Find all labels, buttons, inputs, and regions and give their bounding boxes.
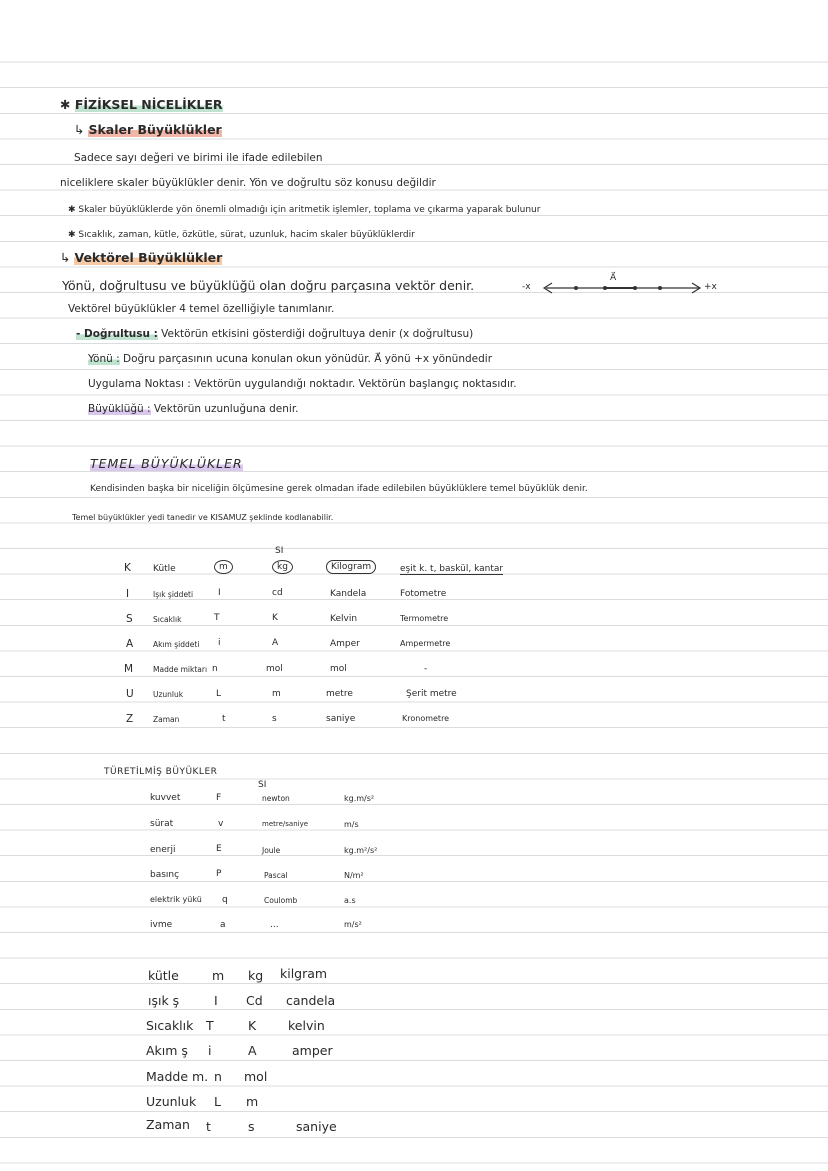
base-letter: Z — [126, 713, 134, 725]
vector-prop-direction — [76, 329, 473, 340]
practice-name: Zaman — [146, 1117, 190, 1132]
practice-symbol: T — [206, 1018, 214, 1033]
vector-a-label: A⃗ — [610, 273, 617, 283]
practice-unit: s — [248, 1119, 255, 1134]
derived-name: kuvvet — [150, 793, 181, 803]
scalar-heading — [74, 124, 222, 137]
base-symbol: i — [218, 638, 221, 648]
derived-unit: ... — [270, 920, 279, 930]
base-device: eşit k. t, baskül, kantar — [400, 564, 504, 574]
base-device: Fotometre — [400, 589, 447, 599]
vector-axis-diagram — [510, 274, 730, 298]
base-letter: A — [126, 638, 134, 650]
base-unit: A — [272, 638, 279, 648]
practice-unit-name: candela — [286, 993, 336, 1008]
base-unit: K — [272, 613, 278, 623]
practice-unit-name: saniye — [296, 1119, 337, 1134]
vector-prop-application-point — [88, 379, 517, 390]
practice-name: Akım ş — [146, 1043, 188, 1058]
base-unit: m — [272, 689, 281, 699]
base-unit-name: Amper — [330, 639, 360, 649]
vector-props-intro: Vektörel büyüklükler 4 temel özelliğiyle tanımlanır. — [68, 303, 335, 315]
base-device: Ampermetre — [400, 639, 451, 648]
derived-symbol: v — [218, 819, 224, 829]
derived-symbol: q — [222, 895, 228, 905]
derived-formula: a.s — [344, 896, 356, 905]
arrow-icon: ↳ — [74, 122, 85, 137]
main-title-text: FİZİKSEL NİCELİKLER — [74, 97, 223, 112]
base-unit: cd — [272, 588, 283, 598]
practice-unit-name: kelvin — [288, 1018, 325, 1033]
practice-name: Uzunluk — [146, 1094, 197, 1109]
base-name: Madde miktarı — [153, 665, 208, 674]
prop-desc: Vektörün uygulandığı noktadır. Vektörün başlangıç noktasıdır. — [194, 378, 517, 390]
base-unit: kg — [272, 560, 293, 574]
base-letter: U — [126, 688, 134, 700]
derived-formula: m/s — [344, 820, 359, 829]
derived-unit: newton — [262, 794, 290, 803]
derived-unit: Coulomb — [264, 896, 298, 905]
practice-unit: Cd — [246, 993, 263, 1008]
derived-si-header: SI — [258, 780, 267, 790]
practice-symbol: L — [214, 1094, 221, 1109]
base-si-header: SI — [275, 546, 284, 556]
base-letter: K — [124, 562, 131, 574]
derived-unit: Joule — [262, 846, 281, 855]
practice-unit: m — [246, 1094, 259, 1109]
base-name: Akım şiddeti — [153, 640, 200, 649]
derived-unit: metre/saniye — [262, 820, 309, 828]
derived-formula: m/s² — [344, 920, 362, 929]
base-unit-name: Kilogram — [326, 560, 376, 574]
base-letter: M — [124, 663, 134, 675]
prop-name: Büyüklüğü : — [88, 403, 151, 415]
prop-name: Uygulama Noktası : — [88, 378, 191, 390]
vector-definition: Yönü, doğrultusu ve büyüklüğü olan doğru parçasına vektör denir. — [62, 278, 475, 293]
practice-unit: mol — [244, 1069, 268, 1084]
base-line-2: Temel büyüklükler yedi tanedir ve KISAMUZ şeklinde kodlanabilir. — [72, 513, 334, 522]
base-device: Kronometre — [402, 714, 450, 723]
vector-heading — [60, 252, 222, 265]
vector-prop-magnitude — [88, 404, 299, 415]
base-device: Termometre — [400, 614, 449, 623]
practice-name: kütle — [148, 968, 179, 983]
scalar-line-4: ✱ Sıcaklık, zaman, kütle, özkütle, sürat, uzunluk, hacim skaler büyüklüklerdir — [68, 230, 415, 240]
practice-unit: K — [248, 1018, 257, 1033]
derived-name: ivme — [150, 920, 173, 930]
base-heading: TEMEL BÜYÜKLÜKLER — [90, 456, 243, 471]
base-letter: S — [126, 613, 133, 625]
practice-name: Madde m. — [146, 1069, 209, 1084]
base-device: Şerit metre — [406, 689, 457, 699]
practice-name: Sıcaklık — [146, 1018, 194, 1033]
prop-name: Yönü : — [88, 353, 120, 365]
practice-symbol: i — [208, 1043, 212, 1058]
prop-desc: Vektörün etkisini gösterdiği doğrultuya denir (x doğrultusu) — [161, 328, 474, 340]
derived-name: basınç — [150, 870, 180, 880]
base-letter: I — [126, 588, 130, 600]
scalar-line-1: Sadece sayı değeri ve birimi ile ifade edilebilen — [74, 152, 323, 164]
base-name: Uzunluk — [153, 690, 184, 699]
practice-unit: kg — [248, 968, 264, 983]
base-line-1: Kendisinden başka bir niceliğin ölçümesine gerek olmadan ifade edilebilen büyüklüklere temel büyüklük denir. — [90, 484, 588, 494]
base-symbol: I — [218, 588, 221, 598]
axis-pos-label: +x — [704, 282, 717, 292]
derived-formula: kg.m/s² — [344, 794, 375, 803]
derived-unit: Pascal — [264, 871, 288, 880]
derived-symbol: P — [216, 869, 222, 879]
base-symbol: L — [216, 689, 222, 699]
base-unit-name: saniye — [326, 714, 356, 724]
base-symbol: T — [214, 613, 220, 623]
main-title — [60, 99, 223, 112]
base-unit-name: mol — [330, 664, 347, 674]
prop-desc: Vektörün uzunluğuna denir. — [153, 403, 299, 415]
base-unit-name: metre — [326, 689, 353, 699]
derived-name: elektrik yükü — [150, 895, 202, 904]
derived-formula: kg.m²/s² — [344, 846, 378, 855]
practice-symbol: t — [206, 1119, 211, 1134]
base-unit-name: Kelvin — [330, 614, 358, 624]
axis-dot — [658, 286, 662, 290]
base-symbol: m — [214, 560, 233, 574]
vector-prop-sense — [88, 354, 492, 365]
derived-formula: N/m² — [344, 871, 364, 880]
vector-heading-text: Vektörel Büyüklükler — [74, 250, 223, 265]
prop-name: - Doğrultusu : — [76, 328, 158, 340]
base-name: Sıcaklık — [153, 615, 182, 624]
base-unit: mol — [266, 664, 283, 674]
prop-desc: Doğru parçasının ucuna konulan okun yönüdür. A⃗ yönü +x yönündedir — [122, 353, 493, 365]
derived-symbol: F — [216, 793, 222, 803]
practice-unit-name: kilgram — [280, 966, 328, 981]
scalar-line-3: ✱ Skaler büyüklüklerde yön önemli olmadığı için aritmetik işlemler, toplama ve çıkarma yaparak bulunur — [68, 205, 541, 215]
base-unit: s — [272, 714, 277, 724]
derived-symbol: a — [220, 920, 226, 930]
base-name: Zaman — [153, 715, 180, 724]
derived-heading: TÜRETİLMİŞ BÜYÜKLER — [104, 767, 218, 777]
practice-unit-name: amper — [292, 1043, 333, 1058]
base-unit-name: Kandela — [330, 589, 367, 599]
derived-name: sürat — [150, 819, 174, 829]
base-name: Kütle — [153, 564, 176, 574]
scalar-line-2: niceliklere skaler büyüklükler denir. Yön ve doğrultu söz konusu değildir — [60, 177, 436, 189]
derived-symbol: E — [216, 844, 222, 854]
base-symbol: t — [222, 714, 226, 724]
practice-symbol: m — [212, 968, 225, 983]
practice-unit: A — [248, 1043, 257, 1058]
base-name: Işık şiddeti — [153, 590, 194, 599]
base-symbol: n — [212, 664, 218, 674]
derived-name: enerji — [150, 845, 176, 855]
arrow-icon: ↳ — [60, 250, 71, 265]
practice-symbol: I — [214, 993, 218, 1008]
base-device: - — [424, 664, 428, 674]
practice-name: ışık ş — [148, 993, 180, 1008]
bullet-icon: ✱ — [60, 97, 71, 112]
axis-dot — [574, 286, 578, 290]
axis-neg-label: -x — [522, 282, 531, 292]
scalar-heading-text: Skaler Büyüklükler — [88, 122, 222, 137]
practice-symbol: n — [214, 1069, 222, 1084]
